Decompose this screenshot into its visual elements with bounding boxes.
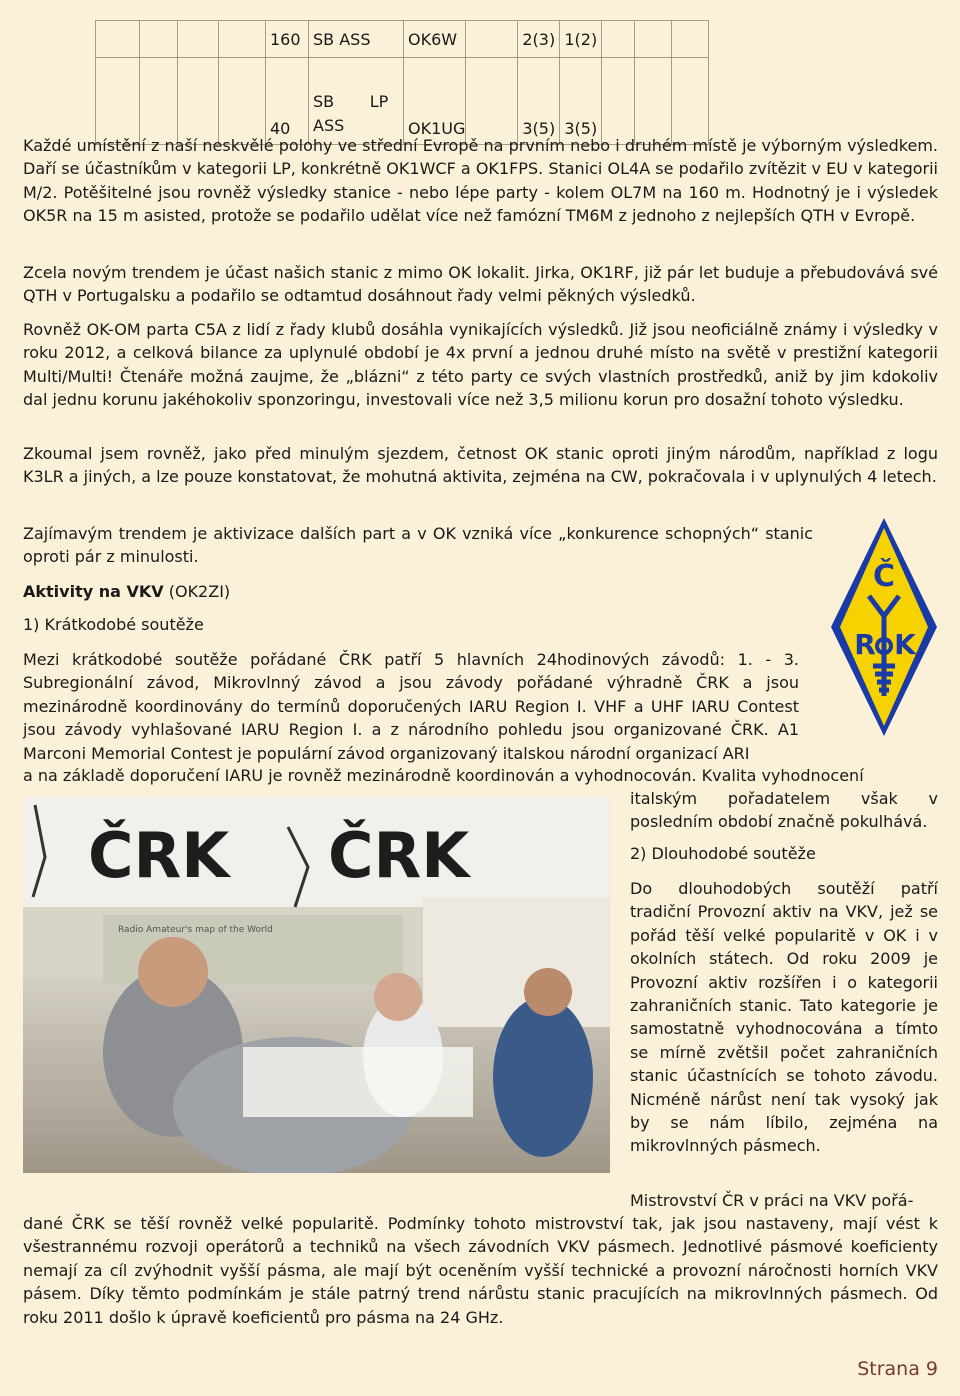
paragraph-side: italským pořadatelem však v posledním období značně pokulhává. <box>630 789 938 832</box>
event-photo <box>23 797 610 1173</box>
paragraph-side: Mistrovství ČR v práci na VKV pořá- <box>630 1191 914 1210</box>
paragraph: Zajímavým trendem je aktivizace dalších part a v OK vzniká více „konkurence schopných“ stanic oproti pár z minulosti. <box>23 524 813 567</box>
page-number: Strana 9 <box>857 1358 938 1380</box>
ok-place-cell: 3(5) <box>560 58 602 145</box>
subheading: 2) Dlouhodobé soutěže <box>630 844 816 863</box>
photo-illustration <box>23 797 610 1173</box>
banner-crk-1: ČRK <box>88 819 230 892</box>
subheading: 1) Krátkodobé soutěže <box>23 615 204 634</box>
logo-letter-r: R <box>854 628 876 661</box>
logo-letter-c: Č <box>872 559 896 594</box>
logo-letter-k: K <box>894 628 916 661</box>
paragraph: Rovněž OK-OM parta C5A z lidí z řady klubů dosáhla vynikajících výsledků. Již jsou neoficiálně známy i výsledky v roku 2012, a celková bilance za uplynulé období je 4x první a jednou druhé místo na světě v prestižní kategorii Multi/Multi! Čtenáře možná zaujme, že „blázni“ z této party ce svých vlastních prostředků, aniž by jim kdokoliv dal jednu korunu jakéhokoliv sponzoringu, investovali více než 3,5 milionu korun pro dosažní tohoto výsledku. <box>23 320 938 410</box>
ok-place-cell: 1(2) <box>560 21 602 58</box>
heading-rest: (OK2ZI) <box>163 582 231 601</box>
results-table <box>95 20 709 145</box>
call-cell: OK6W <box>404 21 466 58</box>
paragraph: dané ČRK se těší rovněž velké popularitě. Podmínky tohoto mistrovství tak, jak jsou nastaveny, mají vést k všestrannému rozvoji operátorů a techniků na všech závodních VKV pásmech. Jednotlivé pásmové koeficienty nemají za cíl zvýhodnit vyšší pásma, ale mají být oceněním vyšší technické a provozní náročnosti horních VKV pásem. Díky těmto podmínkám je stále patrný trend nárůstu stanic pracujících na mikrovlnných pásmech. Od roku 2011 došlo k úpravě koeficientů pro pásma na 24 GHz. <box>23 1214 938 1327</box>
category-ass: ASS <box>313 116 345 135</box>
paragraph: Každé umístění z naší neskvělé polohy ve střední Evropě na prvním nebo i druhém místě je výborným výsledkem. Daří se účastníkům v kategorii LP, konkrétně OK1WCF a OK1FPS. Stanici OL4A se podařilo zvítězit v EU v kategorii M/2. Potěšitelné jsou rovněž výsledky stanice - nebo lépe party - kolem OL7M na 160 m. Hodnotný je i výsledek OK5R na 15 m asisted, protože se podařilo udělat více než famózní TM6M z jednoho z nejlepších QTH v Evropě. <box>23 136 938 226</box>
eu-place-cell: 3(5) <box>518 58 560 145</box>
band-cell: 160 <box>266 21 309 58</box>
category-sb: SB <box>313 92 335 111</box>
map-caption: Radio Amateur's map of the World <box>118 925 273 935</box>
category-cell <box>309 58 404 145</box>
category-cell: SB ASS <box>309 21 404 58</box>
table-row <box>96 58 709 145</box>
eu-place-cell: 2(3) <box>518 21 560 58</box>
paragraph: Zcela novým trendem je účast našich stanic z mimo OK lokalit. Jirka, OK1RF, již pár let buduje a přebudovává své QTH v Portugalsku a podařilo se odtamtud dosáhnout řady velmi pěkných výsledků. <box>23 263 938 306</box>
paragraph: Mezi krátkodobé soutěže pořádané ČRK patří 5 hlavních 24hodinových závodů: 1. - 3. Subregionální závod, Mikrovlnný závod a jsou závody pořádané výhradně ČRK a jsou mezinárodně koordinovány do termínů doporučených IARU Region I. VHF a UHF IARU Contest jsou závody vyhlašované IARU Region I. a z národního pohledu jsou organizované ČRK. A1 Marconi Memorial Contest je populární závod organizovaný italskou národní organizací ARI <box>23 650 799 763</box>
paragraph-line: a na základě doporučení IARU je rovněž mezinárodně koordinován a vyhodnocován. Kvalita vyhodnocení <box>23 766 864 785</box>
table-row <box>96 21 709 58</box>
band-cell: 40 <box>266 58 309 145</box>
paragraph-side: Do dlouhodobých soutěží patří tradiční Provozní aktiv na VKV, jež se pořád těší velké popularitě v OK i v okolních státech. Od roku 2009 je Provozní aktiv rozšířen i o kategorii zahraničních stanic. Tato kategorie je samostatně vyhodnocována a tímto se mírně zvětšil počet zahraničních stanic účastnících se tohoto závodu. Nicméně nárůst není tak vysoký jak by se nám líbilo, zejména na mikrovlnných pásmech. <box>630 879 938 1156</box>
call-cell: OK1UG <box>404 58 466 145</box>
paragraph: Zkoumal jsem rovněž, jako před minulým sjezdem, četnost OK stanic oproti jiným národům, například z logu K3LR a jiných, a lze pouze konstatovat, že mohutná aktivita, zejména na CW, pokračovala i v uplynulých 4 letech. <box>23 444 938 487</box>
section-heading <box>23 580 230 603</box>
banner-crk-2: ČRK <box>328 819 470 892</box>
heading-bold: Aktivity na VKV <box>23 582 164 601</box>
crk-logo <box>829 516 939 738</box>
category-lp: LP <box>369 92 389 111</box>
